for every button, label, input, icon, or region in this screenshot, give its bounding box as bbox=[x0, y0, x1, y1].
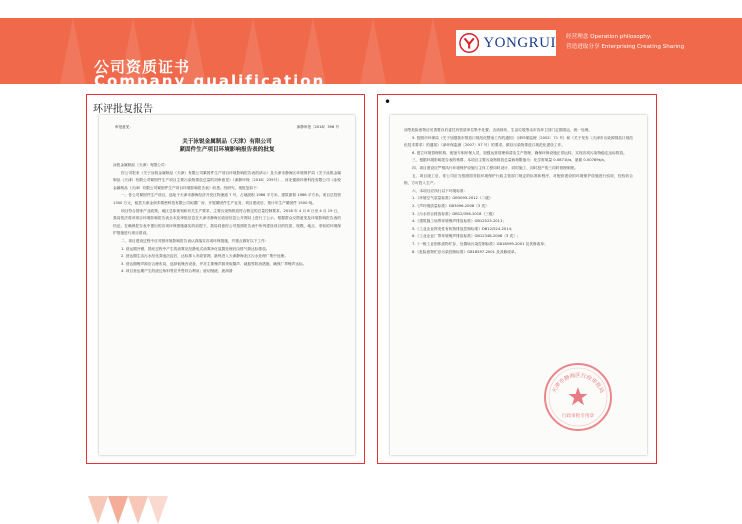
philosophy-line-2: 营造进取分享 Enterprising Creating Sharing bbox=[566, 44, 685, 50]
yongrui-logo-icon bbox=[459, 32, 479, 54]
right-document-panel bbox=[377, 94, 657, 464]
standard-item: 3.《污水综合排放标准》DB12/356-2018（三级） bbox=[412, 211, 497, 216]
philosophy-line-1: 经营理念 Operation philosophy: bbox=[566, 34, 652, 40]
standard-item: 2.《声环境质量标准》GB3096-2008（3 类） bbox=[412, 203, 489, 208]
doc-paragraph: 5. 按照市环保局《关于加强我市排放口规范化整治工作的通知》（津环保监理〔2002〕71 号）和《关于发布〈天津市污染源排放口规范化技术要求〉的通知》（津环保监测〔2007〕57 号）的要求，做好污染物排放口规范化建设工作。 bbox=[404, 135, 633, 148]
panel-bullet: • bbox=[384, 95, 392, 109]
standard-item: 7.《一般工业固体废物贮存、处置场污染控制标准》GB18599-2001 及其修改单； bbox=[412, 241, 548, 246]
doc-paragraph: 六、本项目应执行以下环境标准： bbox=[412, 188, 468, 193]
decorative-chevron bbox=[128, 496, 148, 524]
doc-ref-number: 津静审批〔2018〕396 号 bbox=[296, 125, 339, 129]
doc-paragraph: 油等危险废物应妥善暂存后委托有资质单位集中处置；含油抹布、生活垃圾等由市容环卫部门定期清运，统一处理。 bbox=[404, 128, 593, 132]
doc-paragraph: 一、你公司紧固件生产项目，选址于天津市静海经济开发区物流道 7 号，占地面积 1986 平方米，建筑面积 1986 平方米。项目总投资 1300 万元，租赁天津金润多精密科技有限公司闲置厂房，开展紧固件生产业务，项目建成后，预计年生产紧固件 1500 吨。 bbox=[113, 193, 341, 205]
doc-title-line-1: 关于泳锐金属制品（天津）有限公司 bbox=[182, 139, 272, 145]
standard-item: 6.《工业企业厂界环境噪声排放标准》GB12348-2008（3 类）； bbox=[412, 234, 521, 239]
page-title: 公司资质证书 bbox=[94, 58, 191, 76]
panel-label: 环评批复报告 bbox=[93, 104, 153, 115]
doc-paragraph: 2. 营运期生活污水经化粪池沉淀后，达标排入市政管网，最终进入天津静海北区污水处理厂集中处理。 bbox=[121, 254, 288, 259]
decorative-chevron bbox=[88, 496, 108, 524]
document-page-2 bbox=[390, 115, 647, 455]
page-subtitle: Company qualification bbox=[94, 72, 326, 90]
left-document-panel bbox=[86, 94, 365, 464]
doc-paragraph: 1. 营运期冷镦、搓丝过程中产生的油雾应经静电式油雾净化装置处理后由排气筒达标排放。 bbox=[121, 246, 270, 251]
standard-item: 5.《工业企业挥发性有机物排放控制标准》DB12/524-2014； bbox=[412, 226, 515, 231]
doc-body bbox=[99, 154, 355, 276]
standard-item: 4.《建筑施工场界环境噪声排放标准》GB12523-2011； bbox=[412, 219, 507, 224]
doc-paragraph: 你公司报来《关于泳锐金属制品（天津）有限公司紧固件生产项目环境影响报告表的请示》及天津市静海区环境保护局《关于泳锐金属制品（天津）有限公司紧固件生产项目主要污染物排放总量的初审意见》（津静环保〔2018〕235号）、河北德源环保科技有限公司《泳锐金属制品（天津）有限公司紧固件生产项目环境影响报告表》收悉。经研究，现批复如下： bbox=[113, 170, 341, 190]
doc-paragraph: 五、项目竣工后，你公司应当按照国务院环境保护行政主管部门规定的标准和程序，对配套建设的环境保护设施进行验收，经验收合格，方可投入生产。 bbox=[404, 173, 633, 186]
doc-paragraph: 4. 项目营运期产生的废边角料等应外售综合利用；废切削液、废润滑 bbox=[121, 269, 233, 274]
stamp-subtext: 行政审批专用章 bbox=[561, 414, 595, 419]
doc-paragraph: 四、项目建设应严格执行环境保护设施与主体工程同时设计、同时施工、同时投产的三同时管理制度。 bbox=[412, 165, 578, 170]
doc-title bbox=[99, 138, 355, 154]
doc-paragraph: 6. 建立环境管理机构，配备专职环保人员，加强运营管理和清洁生产管理，确保环保设施正常运转，实现各项污染物稳定达标排放。 bbox=[412, 150, 627, 155]
doc-paragraph: 3. 营运期噪声源应合理布局，选择低噪音设备，并对主要噪声源采取隔声、减振等防治措施，确保厂界噪声达标。 bbox=[121, 261, 307, 266]
doc-title-line-2: 紧固件生产项目环境影响报告表的批复 bbox=[179, 147, 275, 153]
doc-paragraph: 三、根据环境影响报告表的核算，本项目主要污染物排放总量载荷限值为：化学需氧量 0.0871t/a，氨氮 0.00789t/a。 bbox=[412, 158, 608, 163]
doc-addressee: 泳锐金属制品（天津）有限公司： bbox=[113, 163, 169, 167]
standard-item: 1.《环境空气质量标准》GB3095-2012（二级） bbox=[412, 196, 493, 201]
doc-body bbox=[390, 115, 647, 256]
doc-reference-line bbox=[99, 115, 355, 134]
stamp-text: 天津市静海区行政审批局 bbox=[551, 373, 605, 395]
official-seal-stamp bbox=[542, 361, 614, 433]
decorative-chevron bbox=[108, 496, 128, 524]
doc-paragraph: 二、项目建设过程中应对照环境影响报告表认真落实各项环保措施，并重点做好以下工作： bbox=[121, 238, 269, 243]
standard-item: 8.《危险废物贮存污染控制标准》GB18597-2001 及其修改单。 bbox=[412, 249, 519, 254]
doc-ref-left: 审批意见： bbox=[115, 125, 133, 129]
operation-philosophy bbox=[566, 32, 684, 52]
decorative-chevron bbox=[148, 496, 168, 524]
logo-text: YONGRUI bbox=[483, 34, 556, 51]
company-logo bbox=[456, 30, 556, 56]
document-page-1 bbox=[99, 115, 355, 455]
doc-paragraph: 项目符合国家产业政策，地区总体规划和有关生产要求，主要污染物排放符合核定的总量控制要求。2018 年 4 月 8 日至 4 月 19 日，我局依法将该项目环境影响报告表全本及审批信息在天津市静海区政府信息公开网站上进行了公示，根据群众反馈意见及环境影响报告表的结论，在确保报告表中提出的各项环保措施落实的前提下，我局同意你公司按照报告表中所列建设项目的性质、规模、地点、采取的环境保护措施进行项目建设。 bbox=[113, 208, 341, 236]
